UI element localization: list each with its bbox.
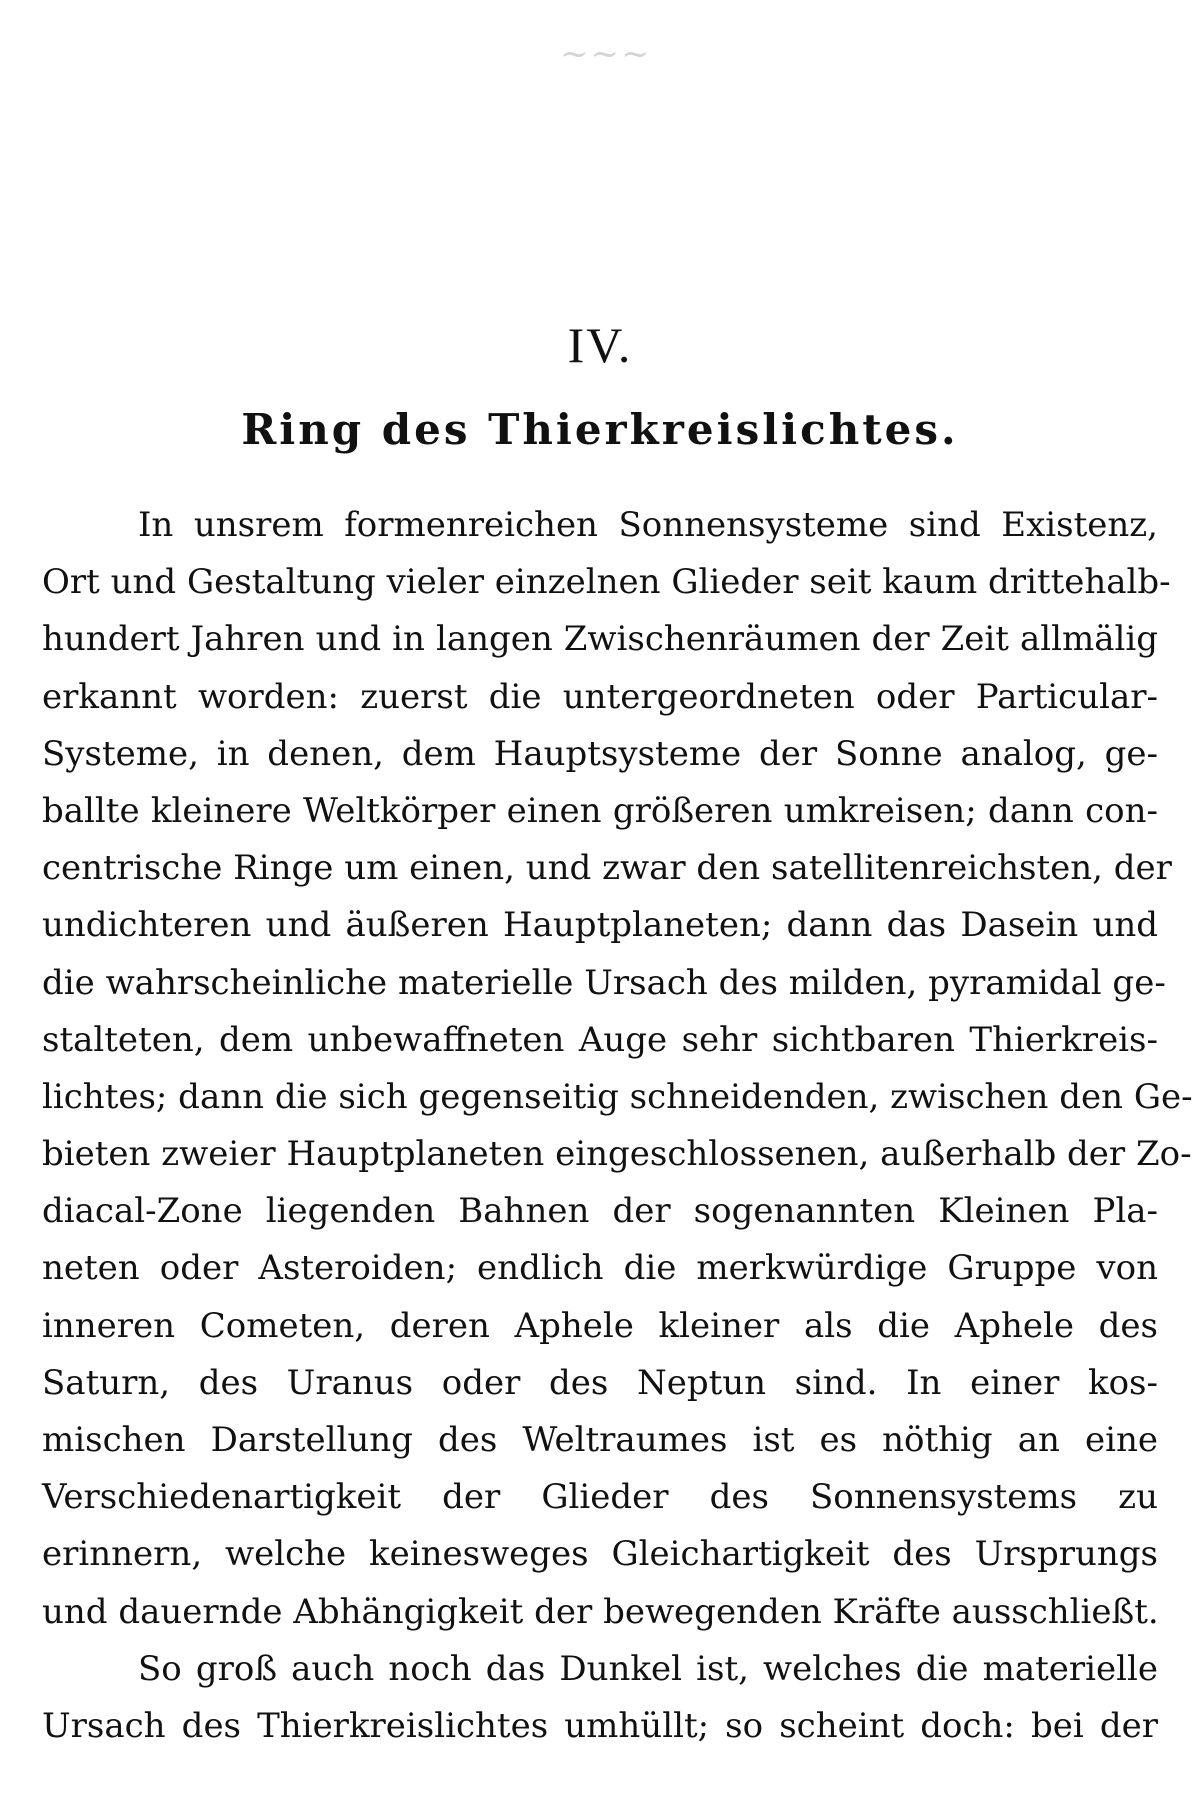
text-line: die wahrscheinliche materielle Ursach des milden, pyramidal ge-	[42, 962, 1166, 1003]
text-line: lichtes; dann die sich gegenseitig schneidenden, zwischen den Ge-	[42, 1076, 1193, 1117]
text-line: und dauernde Abhängigkeit der bewegenden Kräfte ausschließt.	[42, 1591, 1159, 1632]
text-line: ballte kleinere Weltkörper einen größeren umkreisen; dann con-	[42, 790, 1158, 831]
faint-page-mark: ~~~	[560, 34, 652, 74]
chapter-title: Ring des Thierkreislichtes.	[241, 405, 959, 454]
text-line: Ort und Gestaltung vieler einzelnen Glieder seit kaum drittehalb-	[42, 562, 1171, 603]
text-line: Saturn, des Uranus oder des Neptun sind. In einer kos-	[42, 1362, 1158, 1403]
text-line: undichteren und äußeren Hauptplaneten; dann das Dasein und	[42, 905, 1158, 946]
text-line: Ursach des Thierkreislichtes umhüllt; so scheint doch: bei der	[42, 1705, 1158, 1746]
text-line: hundert Jahren und in langen Zwischenräumen der Zeit allmälig	[42, 619, 1158, 660]
text-line: diacal-Zone liegenden Bahnen der sogenannten Kleinen Pla-	[42, 1191, 1158, 1232]
text-line: centrische Ringe um einen, und zwar den satellitenreichsten, der	[42, 848, 1172, 889]
text-line: bieten zweier Hauptplaneten eingeschlossenen, außerhalb der Zo-	[42, 1134, 1192, 1175]
text-line: In unsrem formenreichen Sonnensysteme sind Existenz,	[138, 505, 1158, 545]
text-line: mischen Darstellung des Weltraumes ist es nöthig an eine	[42, 1420, 1158, 1460]
text-line: neten oder Asteroiden; endlich die merkwürdige Gruppe von	[42, 1248, 1158, 1289]
text-line: erinnern, welche keinesweges Gleichartigkeit des Ursprungs	[42, 1534, 1158, 1575]
chapter-number: IV.	[567, 317, 633, 373]
text-line: stalteten, dem unbewaffneten Auge sehr sichtbaren Thierkreis-	[42, 1019, 1158, 1060]
text-line: Verschiedenartigkeit der Glieder des Sonnensystems zu	[42, 1477, 1158, 1518]
text-line: erkannt worden: zuerst die untergeordneten oder Particular-	[42, 676, 1158, 717]
text-line: Systeme, in denen, dem Hauptsysteme der Sonne analog, ge-	[42, 733, 1158, 774]
text-line: inneren Cometen, deren Aphele kleiner als die Aphele des	[42, 1305, 1158, 1346]
body-text	[42, 497, 1193, 1755]
text-line: So groß auch noch das Dunkel ist, welches die materielle	[138, 1648, 1158, 1689]
